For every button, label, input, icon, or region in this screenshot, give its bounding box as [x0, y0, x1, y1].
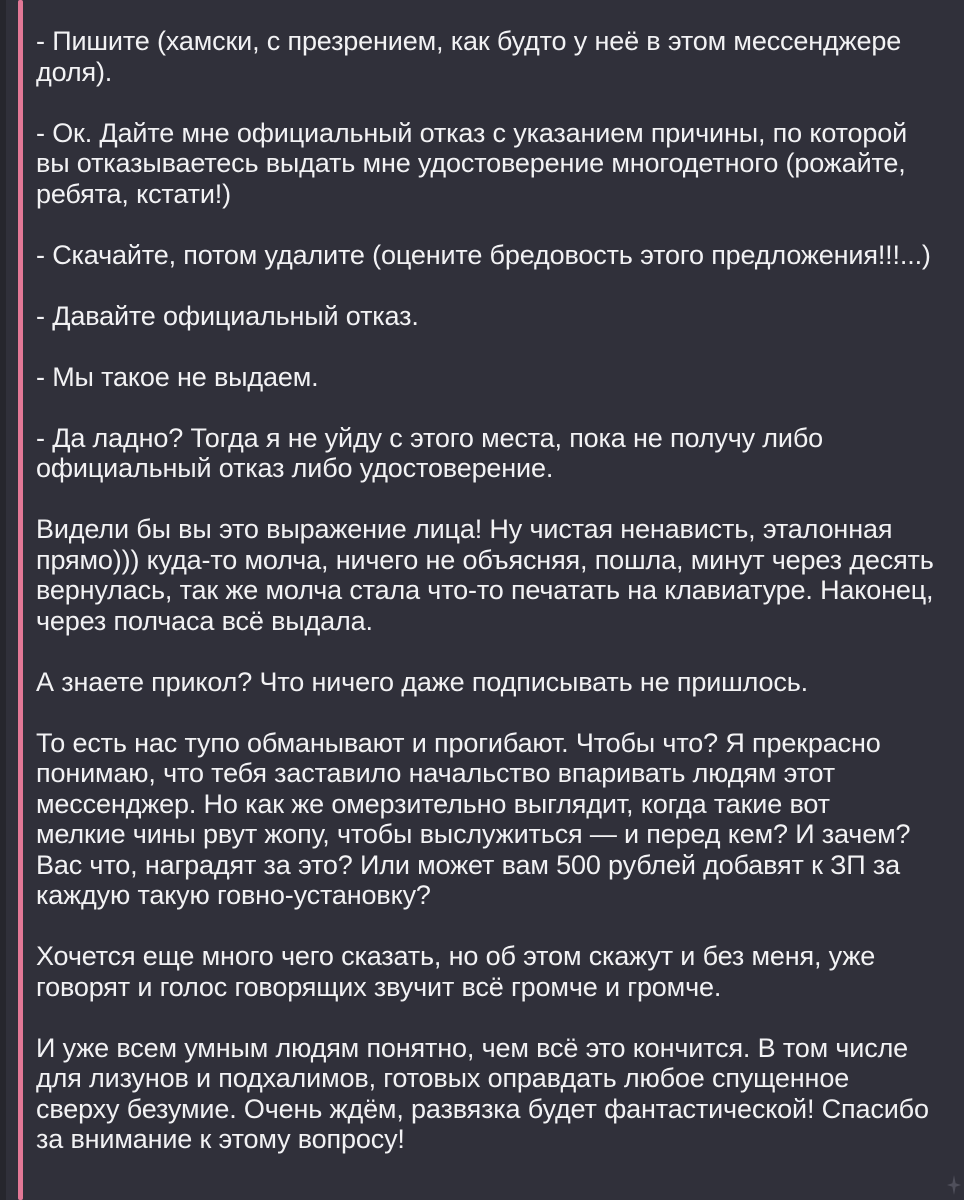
message-paragraph: То есть нас тупо обманывают и прогибают. Чтобы что? Я прекрасно понимаю, что тебя заставило начальство впаривать людям этот мессенджер. Но как же омерзительно выглядит, когда такие вот мелкие чины рвут жопу, чтобы выслужиться — и перед кем? И зачем? Вас что, наградят за это? Или может вам 500 рублей добавят к ЗП за каждую такую говно-установку?: [36, 727, 911, 910]
message-paragraph: И уже всем умным людям понятно, чем всё это кончится. В том числе для лизунов и подхалимов, готовых оправдать любое спущенное сверху безумие. Очень ждём, развязка будет фантастической! Спасибо за внимание к этому вопросу!: [36, 1032, 929, 1154]
message-paragraph: - Да ладно? Тогда я не уйду с этого места, пока не получу либо официальный отказ либо удостоверение.: [36, 422, 824, 483]
quote-accent-bar: [18, 0, 23, 1200]
sparkle-icon: [946, 1174, 962, 1196]
left-edge: [0, 0, 6, 1200]
message-paragraph: - Ок. Дайте мне официальный отказ с указанием причины, по которой вы отказываетесь выдать мне удостоверение многодетного (рожайте, ребята, кстати!): [36, 117, 908, 209]
message-paragraph: Хочется еще много чего сказать, но об этом скажут и без меня, уже говорят и голос говорящих звучит всё громче и громче.: [36, 941, 876, 1002]
message-paragraph: А знаете прикол? Что ничего даже подписывать не пришлось.: [36, 666, 809, 697]
message-paragraph: Видели бы вы это выражение лица! Ну чистая ненависть, эталонная прямо))) куда-то молча, ничего не объясняя, пошла, минут через десять вернулась, так же молча стала что-то печатать на клавиатуре. Наконец, через полчаса всё выдала.: [36, 514, 934, 636]
message-body: [36, 26, 951, 1155]
message-paragraph: - Давайте официальный отказ.: [36, 300, 419, 331]
message-paragraph: - Пишите (хамски, с презрением, как будто у неё в этом мессенджере доля).: [36, 26, 902, 87]
message-paragraph: - Мы такое не выдаем.: [36, 361, 319, 392]
message-paragraph: - Скачайте, потом удалите (оцените бредовость этого предложения!!!...): [36, 239, 931, 270]
